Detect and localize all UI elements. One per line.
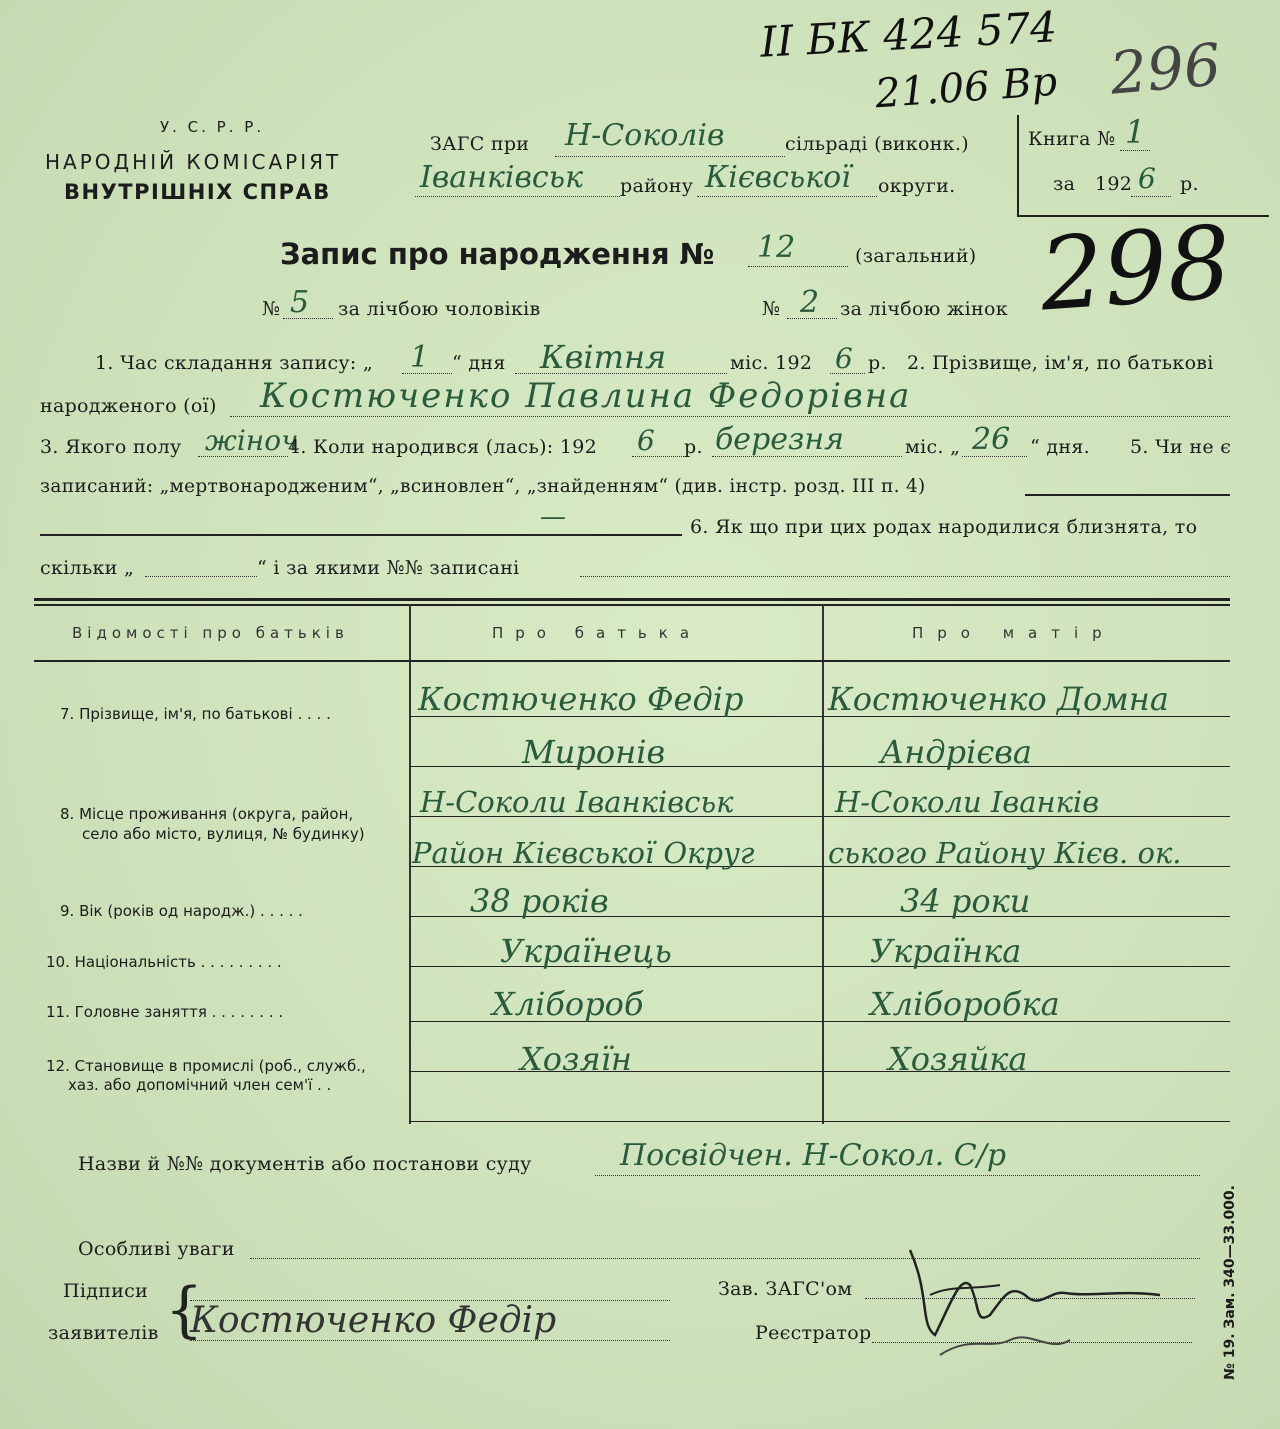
f5-label: 5. Чи не є <box>1130 436 1232 458</box>
head-label: Зав. ЗАГС'ом <box>718 1278 853 1300</box>
male-prefix: № <box>262 298 281 320</box>
row8-mother: Н-Соколи Іванків <box>835 785 1100 819</box>
row7-mother2: Андрієва <box>880 733 1032 771</box>
row12-father: Хозяїн <box>520 1040 632 1078</box>
f2-label: 2. Прізвище, ім'я, по батькові <box>907 352 1214 374</box>
remarks-label: Особливі уваги <box>78 1238 235 1260</box>
row11-label: 11. Головне заняття . . . . . . . . <box>46 1003 284 1021</box>
applicant-signature: Костюченко Федір <box>190 1300 557 1341</box>
row7-label: 7. Прізвище, ім'я, по батькові . . . . <box>60 705 331 723</box>
archive-date-mark: 21.06 Вр <box>873 58 1059 118</box>
table-header-father: Про батька <box>492 624 702 642</box>
f4-month-label: міс. „ <box>905 436 961 458</box>
record-general-label: (загальний) <box>855 245 977 267</box>
book-number: 1 <box>1125 113 1146 151</box>
record-title: Запис про народження № <box>280 237 715 271</box>
f1-year-digit: 6 <box>835 342 853 375</box>
record-number: 12 <box>757 230 796 265</box>
book-year-label: за <box>1053 173 1076 195</box>
f1-label: 1. Час складання запису: „ <box>95 352 374 374</box>
male-number: 5 <box>290 285 310 320</box>
male-label: за лічбою чоловіків <box>338 298 541 320</box>
f4-day-label: “ дня. <box>1030 436 1090 458</box>
okruha-label: округи. <box>878 175 956 197</box>
row8-label: 8. Місце проживання (округа, район, <box>60 805 354 823</box>
row7-father2: Миронів <box>522 733 666 771</box>
commissariat-line1: НАРОДНІЙ КОМІСАРІЯТ <box>45 150 342 174</box>
table-header-info: Відомості про батьків <box>72 624 349 642</box>
f1-day: 1 <box>410 340 430 375</box>
row7-mother: Костюченко Домна <box>828 680 1169 718</box>
female-label: за лічбою жінок <box>840 298 1008 320</box>
f4-day: 26 <box>972 422 1011 457</box>
row10-label: 10. Національність . . . . . . . . . <box>46 953 282 971</box>
book-label: Книга № <box>1028 128 1116 150</box>
book-year-digit: 6 <box>1138 162 1156 195</box>
row12-mother: Хозяйка <box>888 1040 1028 1078</box>
signatures-label2: заявителів <box>48 1322 159 1344</box>
f6-label2a: скільки „ <box>40 557 135 579</box>
row10-father: Українець <box>500 932 672 970</box>
row7-father: Костюченко Федір <box>418 680 744 718</box>
row11-father: Хлібороб <box>492 985 644 1023</box>
head-signature-drawing <box>890 1235 1190 1375</box>
zags-prefix: ЗАГС при <box>430 133 530 155</box>
row8-mother2: ського Району Кієв. ок. <box>828 836 1182 870</box>
f4-month: березня <box>715 422 845 457</box>
book-year-suffix: р. <box>1180 173 1199 195</box>
zags-value: Н-Соколів <box>565 118 725 153</box>
row11-mother: Хліборобка <box>870 985 1060 1023</box>
row8-father: Н-Соколи Іванківськ <box>420 785 734 819</box>
archive-code: II БК 424 574 <box>758 2 1059 67</box>
signatures-label1: Підписи <box>63 1280 149 1302</box>
table-header-mother: Про матір <box>912 624 1116 642</box>
record-stamp-number: 298 <box>1036 203 1235 334</box>
f5-value: — <box>540 502 566 532</box>
zags-suffix: сільраді (виконк.) <box>785 133 969 155</box>
f3-value: жіноч <box>205 424 299 457</box>
district-label: району <box>620 175 694 197</box>
archive-page-number: 296 <box>1107 30 1224 108</box>
row8-father2: Район Кієвської Округ <box>412 836 755 870</box>
row12-label2: хаз. або допомічний член сем'ї . . <box>68 1076 332 1094</box>
f4-year-suffix: р. <box>684 436 703 458</box>
f3-label: 3. Якого полу <box>40 436 182 458</box>
row9-father: 38 років <box>470 882 609 920</box>
f2-label2: народженого (ої) <box>40 395 217 417</box>
f1-month-label: міс. 192 <box>730 352 813 374</box>
f4-year-digit: 6 <box>637 424 655 457</box>
f5-label2: записаний: „мертвонародженим“, „всиновлен“, „знайденням“ (див. інстр. розд. III п. 4) <box>40 476 926 497</box>
signature-brace: { <box>165 1275 204 1345</box>
commissariat-line2: ВНУТРІШНІХ СПРАВ <box>64 180 331 204</box>
f1-year-suffix: р. <box>868 352 887 374</box>
row12-label: 12. Становище в промислі (роб., служб., <box>46 1057 366 1075</box>
print-mark: № 19. Зам. 340—33.000. <box>1222 1185 1238 1380</box>
book-year-prefix: 192 <box>1095 173 1133 195</box>
district-value: Іванківськ <box>420 160 583 195</box>
female-prefix: № <box>762 298 781 320</box>
okruha-value: Кієвської <box>705 160 851 195</box>
row10-mother: Українка <box>870 932 1022 970</box>
f6-label2b: “ і за якими №№ записані <box>257 557 520 579</box>
female-number: 2 <box>800 285 820 320</box>
documents-value: Посвідчен. Н-Сокол. С/р <box>620 1138 1007 1173</box>
f4-label: 4. Коли народився (лась): 192 <box>288 436 598 458</box>
row9-label: 9. Вік (років од народж.) . . . . . <box>60 902 303 920</box>
f2-value: Костюченко Павлина Федорівна <box>260 376 912 416</box>
f6-label: 6. Як що при цих родах народилися близнята, то <box>690 516 1198 538</box>
registrar-label: Реєстратор <box>755 1322 872 1344</box>
f1-month: Квітня <box>540 338 667 376</box>
documents-label: Назви й №№ документів або постанови суду <box>78 1153 532 1175</box>
republic-label: У. С. Р. Р. <box>160 118 265 136</box>
f1-day-label: “ дня <box>452 352 506 374</box>
row8-label2: село або місто, вулиця, № будинку) <box>82 825 365 843</box>
row9-mother: 34 роки <box>900 882 1031 920</box>
